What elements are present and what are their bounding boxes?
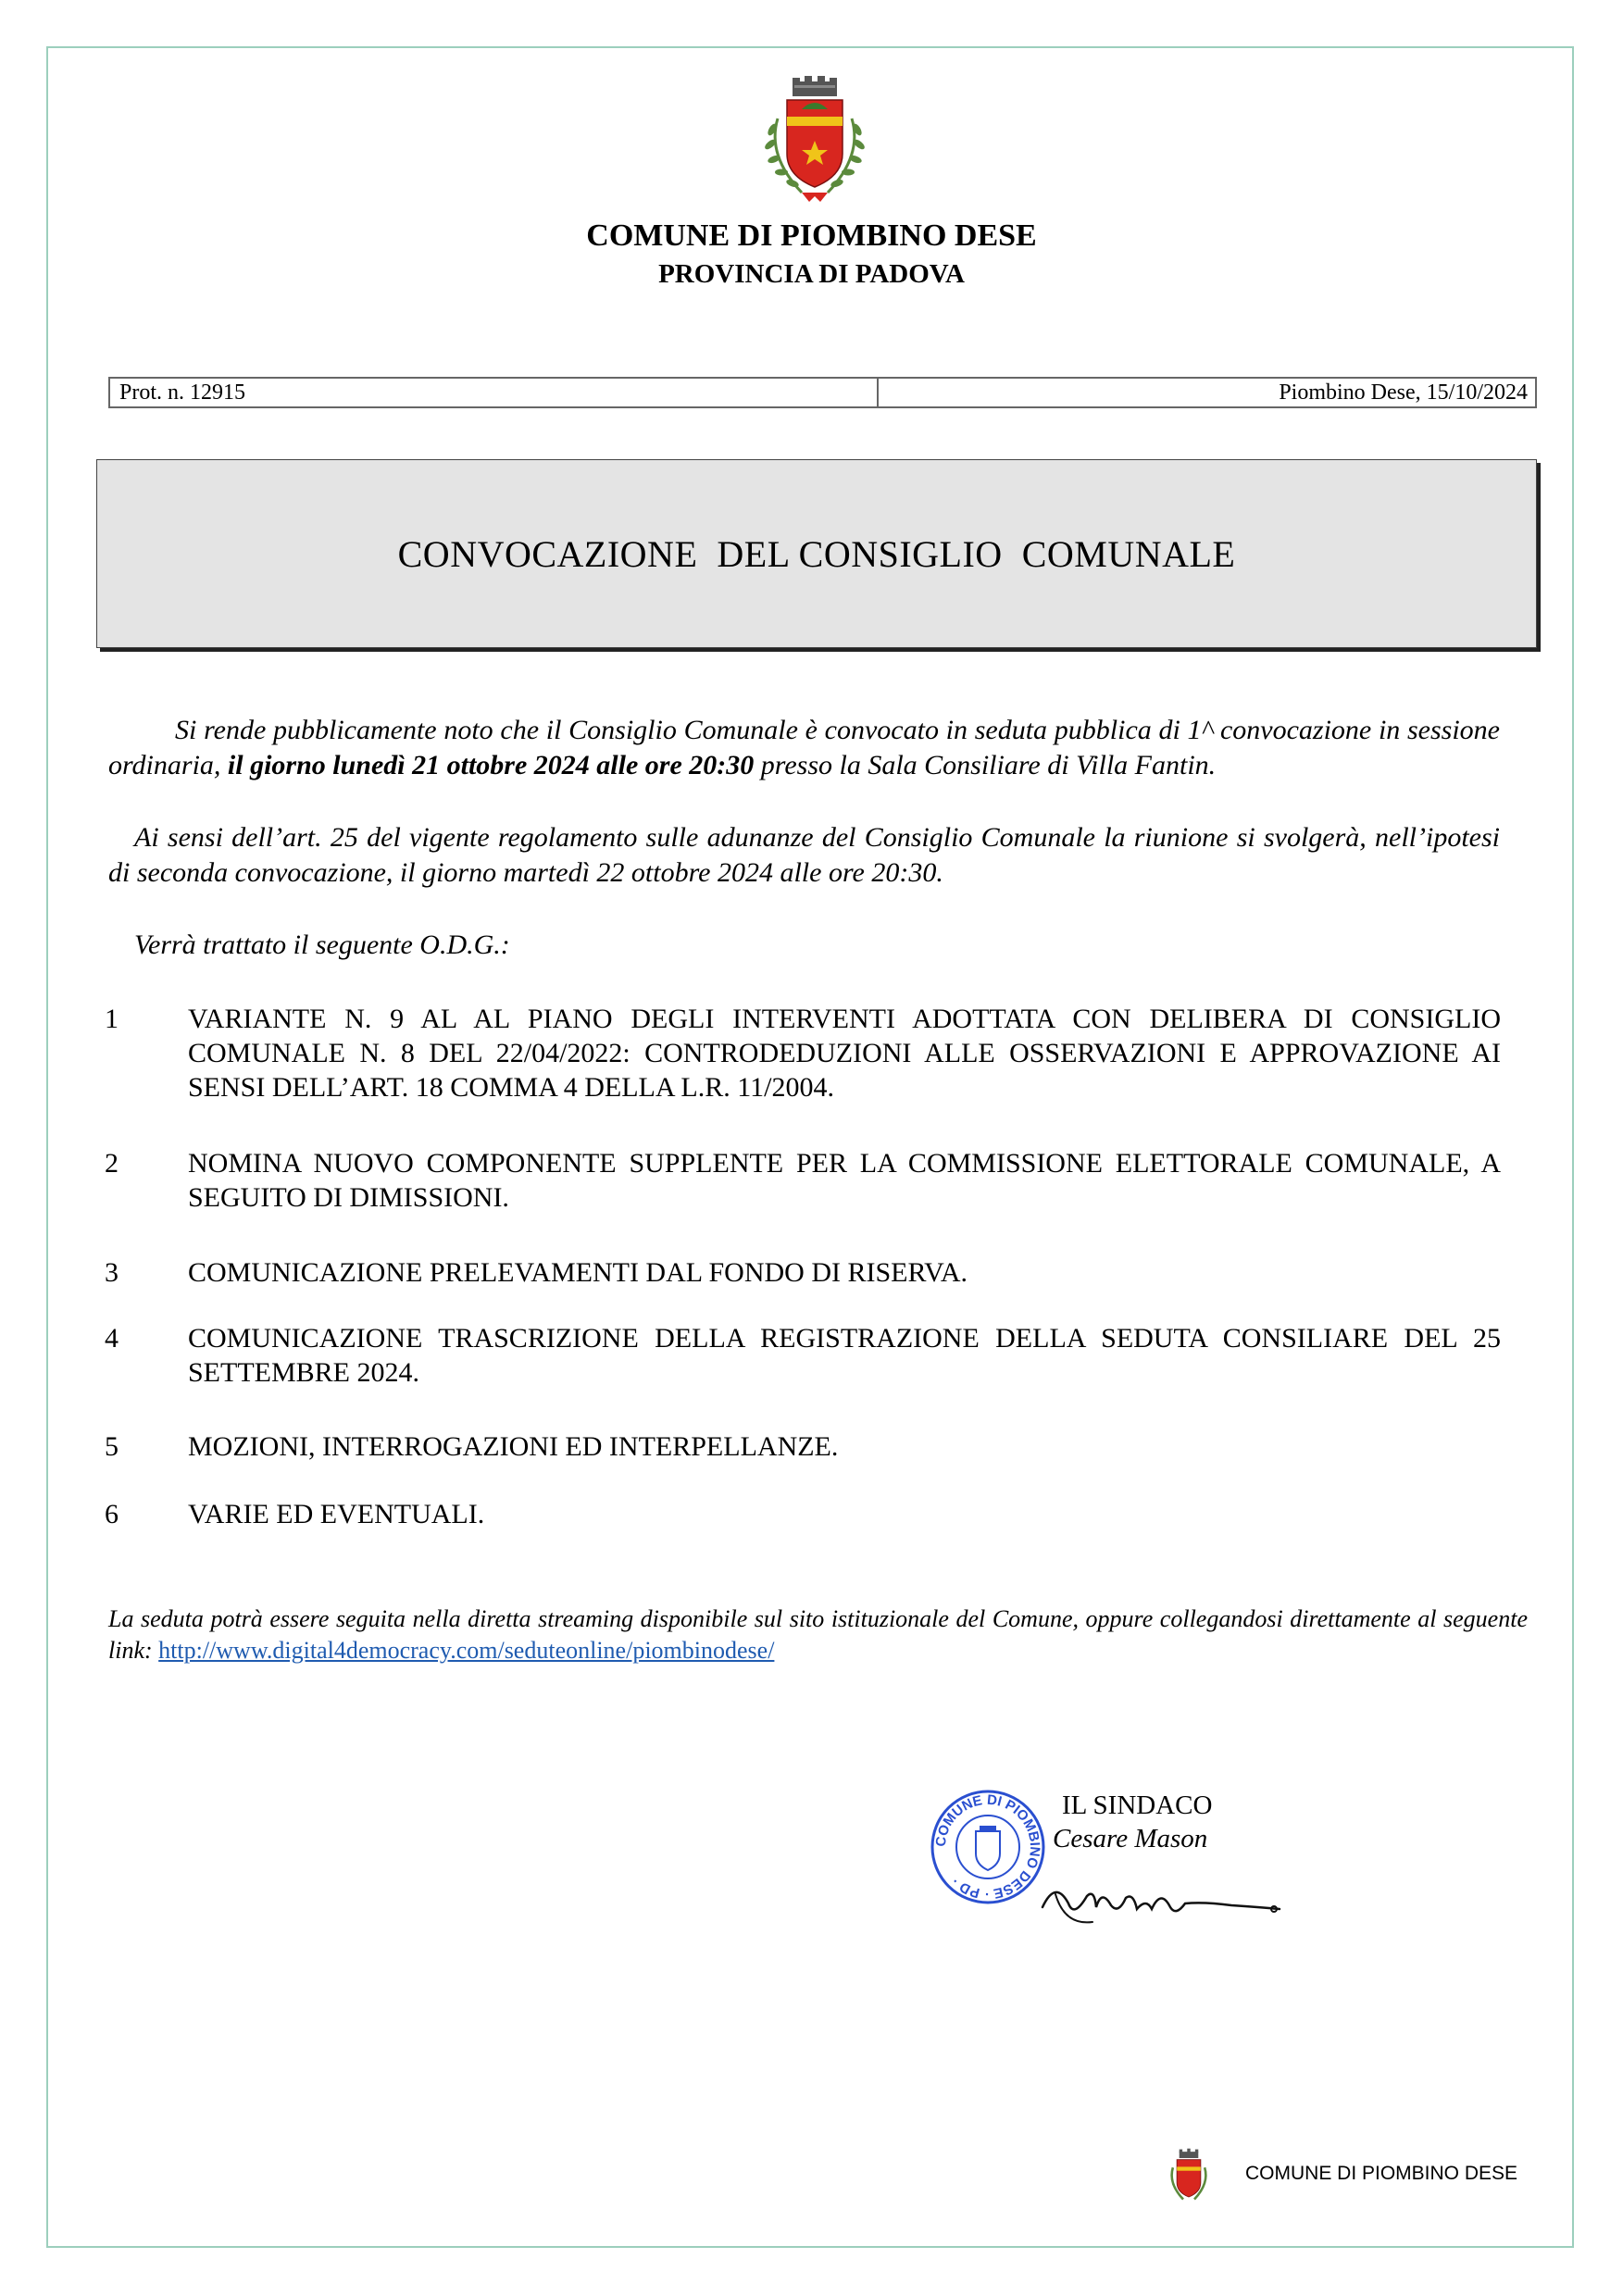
coat-of-arms-icon [750, 72, 880, 211]
agenda-item-text: VARIE ED EVENTUALI. [188, 1499, 485, 1529]
mayor-block [1053, 1789, 1213, 1855]
agenda-intro: Verrà trattato il seguente O.D.G.: [134, 930, 510, 960]
stamp-text: COMUNE DI PIOMBINO DESE · PD · [932, 1791, 1043, 1903]
streaming-text: La seduta potrà essere seguita nella diretta streaming disponibile sul sito istituzionale del Comune, oppure collegandosi direttamente al seguente link: [108, 1605, 1528, 1664]
agenda-item-number: 1 [105, 1004, 119, 1034]
document-title: CONVOCAZIONE DEL CONSIGLIO COMUNALE [397, 532, 1236, 575]
agenda-item-number: 2 [105, 1148, 119, 1179]
province-subtitle: PROVINCIA DI PADOVA [658, 259, 965, 289]
intro-p1-end: presso la Sala Consiliare di Villa Fantin. [754, 750, 1217, 780]
agenda-item-text: COMUNICAZIONE PRELEVAMENTI DAL FONDO DI RISERVA. [188, 1257, 968, 1288]
meeting-date-bold: il giorno lunedì 21 ottobre 2024 alle ore 20:30 [227, 750, 755, 780]
footer-municipality-name: COMUNE DI PIOMBINO DESE [1245, 2163, 1518, 2184]
agenda-item-number: 5 [105, 1431, 119, 1462]
streaming-link[interactable]: http://www.digital4democracy.com/seduteonline/piombinodese/ [158, 1637, 775, 1664]
municipal-stamp-icon [928, 1787, 1048, 1907]
document-title-box [96, 459, 1537, 648]
handwritten-signature-icon [1037, 1861, 1287, 1944]
agenda-item-number: 4 [105, 1323, 119, 1354]
protocol-number: Prot. n. 12915 [110, 379, 879, 406]
agenda-item-text: COMUNICAZIONE TRASCRIZIONE DELLA REGISTRAZIONE DELLA SEDUTA CONSILIARE DEL 25 SETTEMBRE 2024. [188, 1323, 1501, 1388]
agenda-item-text: MOZIONI, INTERROGAZIONI ED INTERPELLANZE. [188, 1431, 839, 1462]
agenda-item-text: VARIANTE N. 9 AL AL PIANO DEGLI INTERVENTI ADOTTATA CON DELIBERA DI CONSIGLIO COMUNALE N. 8 DEL 22/04/2022: CONTRODEDUZIONI ALLE OSSERVAZIONI E APPROVAZIONE AI SENSI DELL’ART. 18 COMMA 4 DELLA L.R. 11/2004. [188, 1004, 1501, 1103]
mayor-role: IL SINDACO [1062, 1791, 1213, 1820]
place-date: Piombino Dese, 15/10/2024 [1279, 380, 1528, 405]
mayor-name: Cesare Mason [1053, 1824, 1208, 1853]
municipality-title: COMUNE DI PIOMBINO DESE [586, 218, 1037, 253]
intro-paragraph-2: Ai sensi dell’art. 25 del vigente regolamento sulle adunanze del Consiglio Comunale la riunione si svolgerà, nell’ipotesi di seconda convocazione, il giorno martedì 22 ottobre 2024 alle ore 20:30. [108, 822, 1500, 888]
protocol-row [108, 377, 1537, 408]
agenda-item-text: NOMINA NUOVO COMPONENTE SUPPLENTE PER LA COMMISSIONE ELETTORALE COMUNALE, A SEGUITO DI DIMISSIONI. [188, 1148, 1501, 1213]
agenda-item-number: 6 [105, 1499, 119, 1529]
intro-p1-text: Si rende pubblicamente noto che il Consiglio Comunale è convocato in seduta pubblica di 1^ convocazione in sessione ordinaria, [108, 715, 1500, 780]
streaming-note [108, 1603, 1528, 1666]
intro-paragraph-1 [108, 713, 1500, 783]
agenda-item-number: 3 [105, 1257, 119, 1288]
footer-coat-of-arms-icon [1161, 2146, 1217, 2209]
